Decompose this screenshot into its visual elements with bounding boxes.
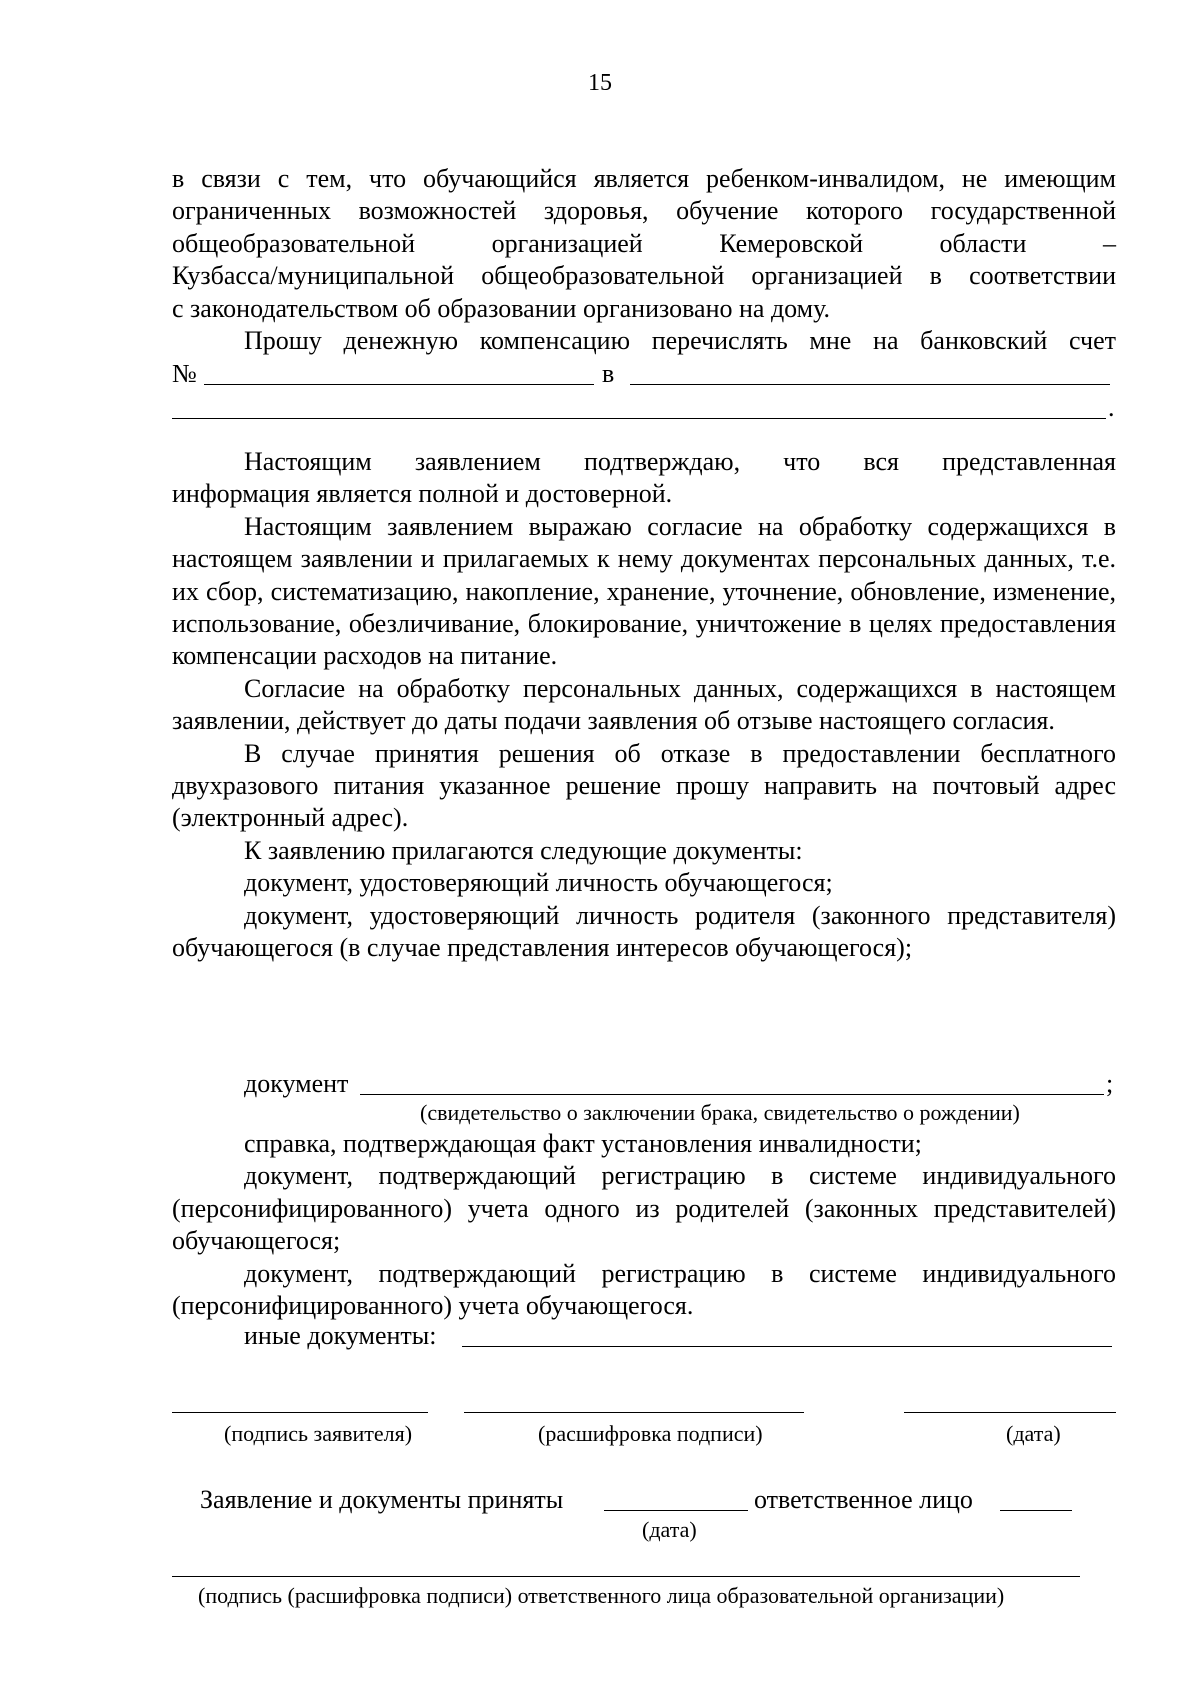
applicant-signature-field[interactable] xyxy=(172,1412,428,1413)
doc-item-1: документ, удостоверяющий личность обучающегося; xyxy=(244,868,833,898)
doc-item-4: справка, подтверждающая факт установления инвалидности; xyxy=(244,1129,922,1158)
doc-item-3-end: ; xyxy=(1106,1069,1114,1098)
intro-line-3: общеобразовательной организацией Кемеровской области – xyxy=(172,228,1116,258)
main-body xyxy=(172,446,1116,965)
signature-decoding-field[interactable] xyxy=(464,1412,804,1413)
page-number: 15 xyxy=(588,70,612,96)
responsible-signature-field[interactable] xyxy=(172,1576,1080,1577)
intro-line-4: Кузбасса/муниципальной общеобразовательной организацией в соответствии xyxy=(172,261,1116,291)
refusal-paragraph: В случае принятия решения об отказе в предоставлении бесплатного двухразового питания указанное решение прошу направить на почтовый адрес (электронный адрес). xyxy=(172,738,1116,833)
other-docs-label: иные документы: xyxy=(244,1321,437,1350)
intro-paragraph xyxy=(172,163,1116,357)
doc-item-3-hint: (свидетельство о заключении брака, свидетельство о рождении) xyxy=(420,1100,1020,1125)
confirm-line-2: информация является полной и достоверной. xyxy=(172,479,673,509)
account-number-field[interactable] xyxy=(204,384,594,385)
doc-item-3-label: документ xyxy=(244,1069,349,1098)
bank-details-field[interactable] xyxy=(172,418,1106,419)
doc-item-3-field[interactable] xyxy=(360,1094,1104,1095)
applicant-signature-caption: (подпись заявителя) xyxy=(224,1421,413,1446)
consent-paragraph: Настоящим заявлением выражаю согласие на обработку содержащихся в настоящем заявлении и прилагаемых к нему документах персональных данных, т.е. их сбор, систематизацию, накопление, хранение, уточнение, обновление, изменение, использование, обезличивание, блокирование, уничтожение в целях предоставления компенсации расходов на питание. xyxy=(172,511,1116,671)
signature-decoding-caption: (расшифровка подписи) xyxy=(538,1421,763,1446)
responsible-signature-caption: (подпись (расшифровка подписи) ответственного лица образовательной организации) xyxy=(198,1583,1005,1608)
doc-item-5: документ, подтверждающий регистрацию в системе индивидуального (персонифицированного) учета одного из родителей (законных представителей) обучающегося; xyxy=(172,1161,1116,1256)
bank-request: Прошу денежную компенсацию перечислять мне на банковский счет xyxy=(244,326,1116,356)
intro-line-1: в связи с тем, что обучающийся является ребенком-инвалидом, не имеющим xyxy=(172,164,1116,193)
other-docs-field[interactable] xyxy=(462,1346,1112,1347)
number-sign: № xyxy=(172,359,197,388)
intro-line-5: с законодательством об образовании организовано на дому. xyxy=(172,293,831,323)
signature-date-caption: (дата) xyxy=(1006,1421,1061,1446)
intro-line-2: ограниченных возможностей здоровья, обучение которого государственной xyxy=(172,196,1116,226)
acceptance-date-field[interactable] xyxy=(604,1510,748,1511)
docs-intro: К заявлению прилагаются следующие документы: xyxy=(244,835,803,865)
acceptance-text: Заявление и документы приняты xyxy=(200,1485,564,1514)
confirm-line-1: Настоящим заявлением подтверждаю, что вся представленная xyxy=(244,447,1116,476)
bank-end-dot: . xyxy=(1108,393,1115,422)
doc-item-2: документ, удостоверяющий личность родителя (законного представителя) обучающегося (в случае представления интересов обучающегося); xyxy=(172,900,1116,963)
signature-date-field[interactable] xyxy=(904,1412,1116,1413)
responsible-person-field[interactable] xyxy=(1000,1510,1072,1511)
bank-name-field[interactable] xyxy=(630,384,1110,385)
bank-in-label: в xyxy=(602,359,615,388)
acceptance-date-caption: (дата) xyxy=(642,1517,697,1542)
more-docs xyxy=(172,1128,1116,1322)
doc-item-6: документ, подтверждающий регистрацию в системе индивидуального (персонифицированного) учета обучающегося. xyxy=(172,1258,1116,1321)
consent-validity-paragraph: Согласие на обработку персональных данных, содержащихся в настоящем заявлении, действует до даты подачи заявления об отзыве настоящего согласия. xyxy=(172,673,1116,736)
responsible-person-label: ответственное лицо xyxy=(754,1485,973,1514)
